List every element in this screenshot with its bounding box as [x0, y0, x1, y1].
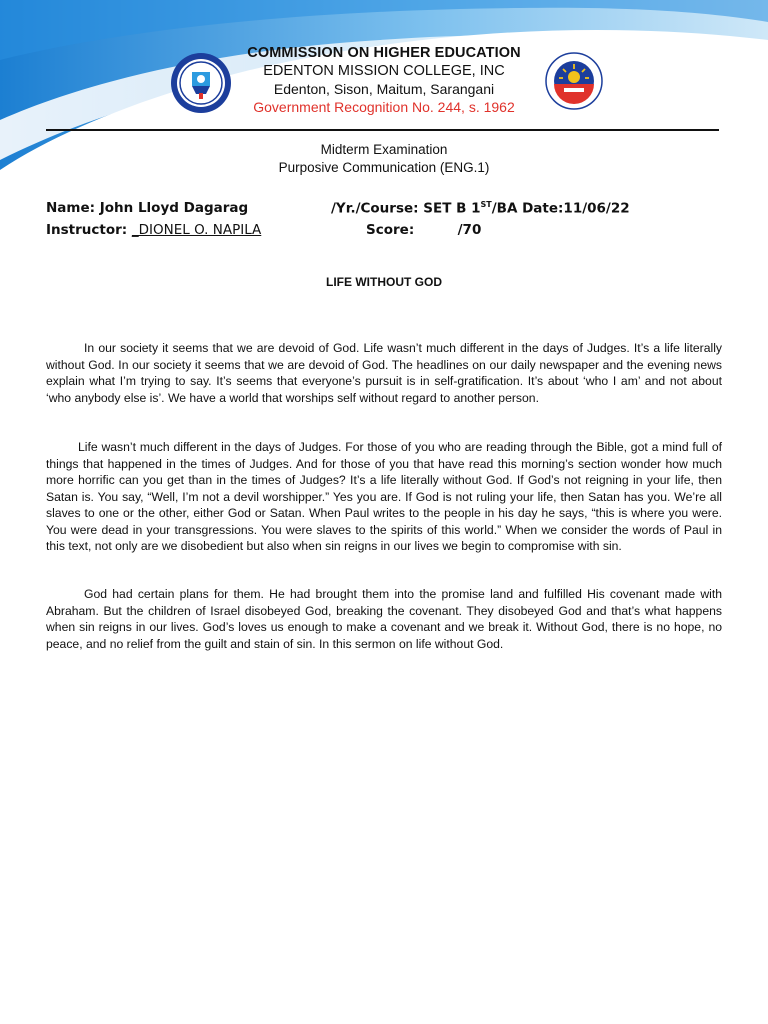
- paragraph-text: God had certain plans for them. He had brought them into the promise land and fulfilled His covenant made with Abraham. But the children of Israel disobeyed God, breaking the covenant. They disobeyed God and that’s what happens when sin reigns in our lives. God’s loves us enough to make a covenant and we break it. Without God, there is no hope, no peace, and no relief from the guilt and stain of sin. In this sermon on life without God.: [46, 587, 722, 651]
- course-suffix: /BA: [491, 200, 518, 217]
- instructor-label: Instructor:: [46, 222, 128, 238]
- course-superscript: ST: [480, 200, 492, 209]
- score: [366, 222, 481, 238]
- commission-title: COMMISSION ON HIGHER EDUCATION: [247, 45, 521, 61]
- paragraph-text: Life wasn’t much different in the days of Judges. For those of you who are reading through the Bible, got a mind full of things that happened in the times of Judges. And for those of you that have read this morning’s section wonder how much more horrific can you get than in the times of Judges? It’s a life literally without God. If God’s not reigning in your life, then Satan is. You say, “Well, I’m not a devil worshipper.” Yes you are. If God is not ruling your life, then Satan has you. We’re all slaves to one or the other, either God or Satan. When Paul writes to the people in his day he says, “this is where you were. You were dead in your transgressions. You were slaves to the spirits of this world.” When we consider the words of Paul in this text, not only are we disobedient but also when sin reigns in our lives we begin to compromise with sin.: [46, 440, 722, 553]
- score-label: Score:: [366, 222, 415, 238]
- essay-paragraph-3: [46, 586, 722, 652]
- exam-subject: Purposive Communication (ENG.1): [278, 160, 490, 175]
- course-label: /Yr./Course:: [331, 200, 419, 217]
- exam-title: Midterm Examination: [320, 142, 448, 157]
- date-value: 11/06/22: [563, 200, 630, 217]
- exam-heading: [0, 141, 768, 177]
- document-header: [0, 44, 768, 116]
- college-address: Edenton, Sison, Maitum, Sarangani: [273, 81, 495, 97]
- score-value: /70: [457, 222, 482, 238]
- paragraph-text: In our society it seems that we are devoid of God. Life wasn’t much different in the days of Judges. It’s a life literally without God. In our society it seems that we are devoid of God. The headlines on our daily newspaper and the evening news explain what I’m trying to say. It’s seems that everyone’s pursuit is in self-gratification. It’s about ‘who I am’ and not about ‘who anybody else is’. We have a world that worships self without regard to another person.: [46, 341, 722, 405]
- college-name: EDENTON MISSION COLLEGE, INC: [263, 63, 505, 79]
- name-label: Name:: [46, 200, 96, 216]
- government-recognition: Government Recognition No. 244, s. 1962: [253, 99, 515, 115]
- date-label: Date:: [522, 200, 564, 217]
- header-divider: [46, 129, 719, 131]
- student-name: [46, 200, 248, 216]
- instructor: [46, 222, 261, 238]
- course-and-date: [331, 200, 630, 217]
- essay-title: LIFE WITHOUT GOD: [326, 275, 442, 289]
- name-value: John Lloyd Dagarag: [99, 200, 249, 216]
- course-value: SET B 1: [423, 200, 481, 217]
- essay-paragraph-2: [46, 439, 722, 555]
- instructor-value: _DIONEL O. NAPILA: [131, 222, 262, 238]
- essay-paragraph-1: [46, 340, 722, 406]
